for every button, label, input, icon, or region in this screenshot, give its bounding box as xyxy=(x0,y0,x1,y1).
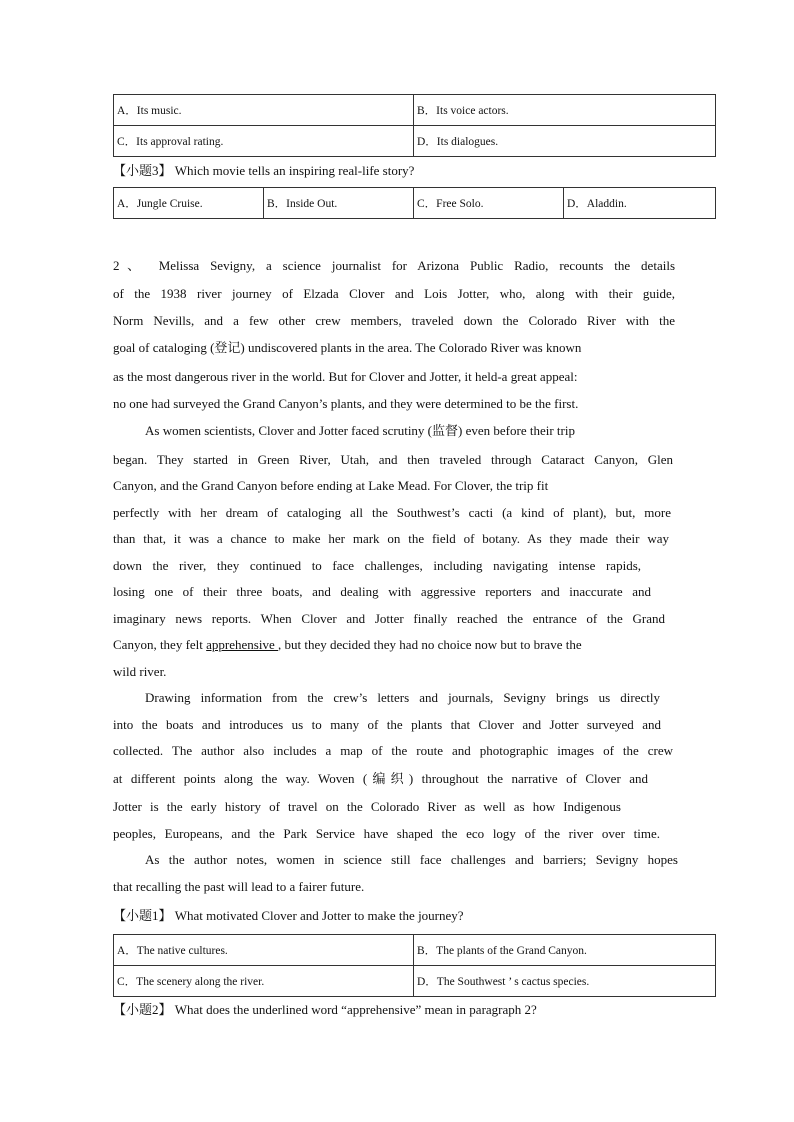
option-b: B．Its voice actors. xyxy=(414,95,716,126)
option-b: B．The plants of the Grand Canyon. xyxy=(414,935,716,966)
table-row xyxy=(114,126,716,157)
passage-line: perfectly with her dream of cataloging all the Southwest’s cacti (a kind of plant), but, more xyxy=(113,505,671,520)
table-row xyxy=(114,966,716,997)
option-d: D．Aladdin. xyxy=(564,188,716,219)
table-row xyxy=(114,95,716,126)
passage-line: no one had surveyed the Grand Canyon’s plants, and they were determined to be the first. xyxy=(113,396,579,411)
passage-line: at different points along the way. Woven (编织) throughout the narrative of Clover and xyxy=(113,771,648,786)
option-c: C．The scenery along the river. xyxy=(114,966,414,997)
passage-line: imaginary news reports. When Clover and Jotter finally reached the entrance of the Grand xyxy=(113,611,665,626)
passage-line: As women scientists, Clover and Jotter faced scrutiny (监督) even before their trip xyxy=(145,423,575,438)
passage-text: Canyon, they felt xyxy=(113,637,207,652)
passage-line: Jotter is the early history of travel on the Colorado River as well as how Indigenous xyxy=(113,799,621,814)
passage-line: As the author notes, women in science still face challenges and barriers; Sevigny hopes xyxy=(145,852,678,867)
passage-line: into the boats and introduces us to many of the plants that Clover and Jotter surveyed and xyxy=(113,717,661,732)
option-d: D．Its dialogues. xyxy=(414,126,716,157)
passage-line: peoples, Europeans, and the Park Service have shaped the eco logy of the river over time. xyxy=(113,826,660,841)
passage-text: , but they decided they had no choice now but to brave the xyxy=(278,637,582,652)
passage-line: 2、 Melissa Sevigny, a science journalist for Arizona Public Radio, recounts the details xyxy=(113,258,675,273)
passage-line: of the 1938 river journey of Elzada Clover and Lois Jotter, who, along with their guide, xyxy=(113,286,675,301)
option-b: B．Inside Out. xyxy=(264,188,414,219)
question-1: 【小题1】 What motivated Clover and Jotter to make the journey? xyxy=(113,908,464,923)
options-table-q1 xyxy=(113,934,716,997)
passage-line: losing one of their three boats, and dealing with aggressive reporters and inaccurate and xyxy=(113,584,651,599)
option-d: D．The Southwest ’ s cactus species. xyxy=(414,966,716,997)
passage-line: wild river. xyxy=(113,664,167,679)
passage-line: Drawing information from the crew’s letters and journals, Sevigny brings us directly xyxy=(145,690,660,705)
option-c: C．Free Solo. xyxy=(414,188,564,219)
passage-line: Norm Nevills, and a few other crew members, traveled down the Colorado River with the xyxy=(113,313,675,328)
options-table-q3 xyxy=(113,187,716,219)
passage-line: goal of cataloging (登记) undiscovered plants in the area. The Colorado River was known xyxy=(113,340,582,355)
passage-line: collected. The author also includes a map of the route and photographic images of the crew xyxy=(113,743,673,758)
table-row xyxy=(114,188,716,219)
passage-line: down the river, they continued to face challenges, including navigating intense rapids, xyxy=(113,558,641,573)
passage-line: began. They started in Green River, Utah, and then traveled through Cataract Canyon, Glen xyxy=(113,452,673,467)
option-a: A．Jungle Cruise. xyxy=(114,188,264,219)
option-a: A．Its music. xyxy=(114,95,414,126)
option-c: C．Its approval rating. xyxy=(114,126,414,157)
option-a: A．The native cultures. xyxy=(114,935,414,966)
passage-line: as the most dangerous river in the world. But for Clover and Jotter, it held-a great appeal: xyxy=(113,369,578,384)
passage-line: than that, it was a chance to make her mark on the field of botany. As they made their way xyxy=(113,531,669,546)
underlined-word: apprehensive xyxy=(206,637,278,652)
question-2: 【小题2】 What does the underlined word “apprehensive” mean in paragraph 2? xyxy=(113,1002,537,1017)
table-row xyxy=(114,935,716,966)
question-3: 【小题3】 Which movie tells an inspiring real-life story? xyxy=(113,163,415,178)
passage-line xyxy=(113,635,675,655)
passage-line: Canyon, and the Grand Canyon before ending at Lake Mead. For Clover, the trip fit xyxy=(113,478,549,493)
passage-line: that recalling the past will lead to a fairer future. xyxy=(113,879,365,894)
options-table-previous xyxy=(113,94,716,157)
